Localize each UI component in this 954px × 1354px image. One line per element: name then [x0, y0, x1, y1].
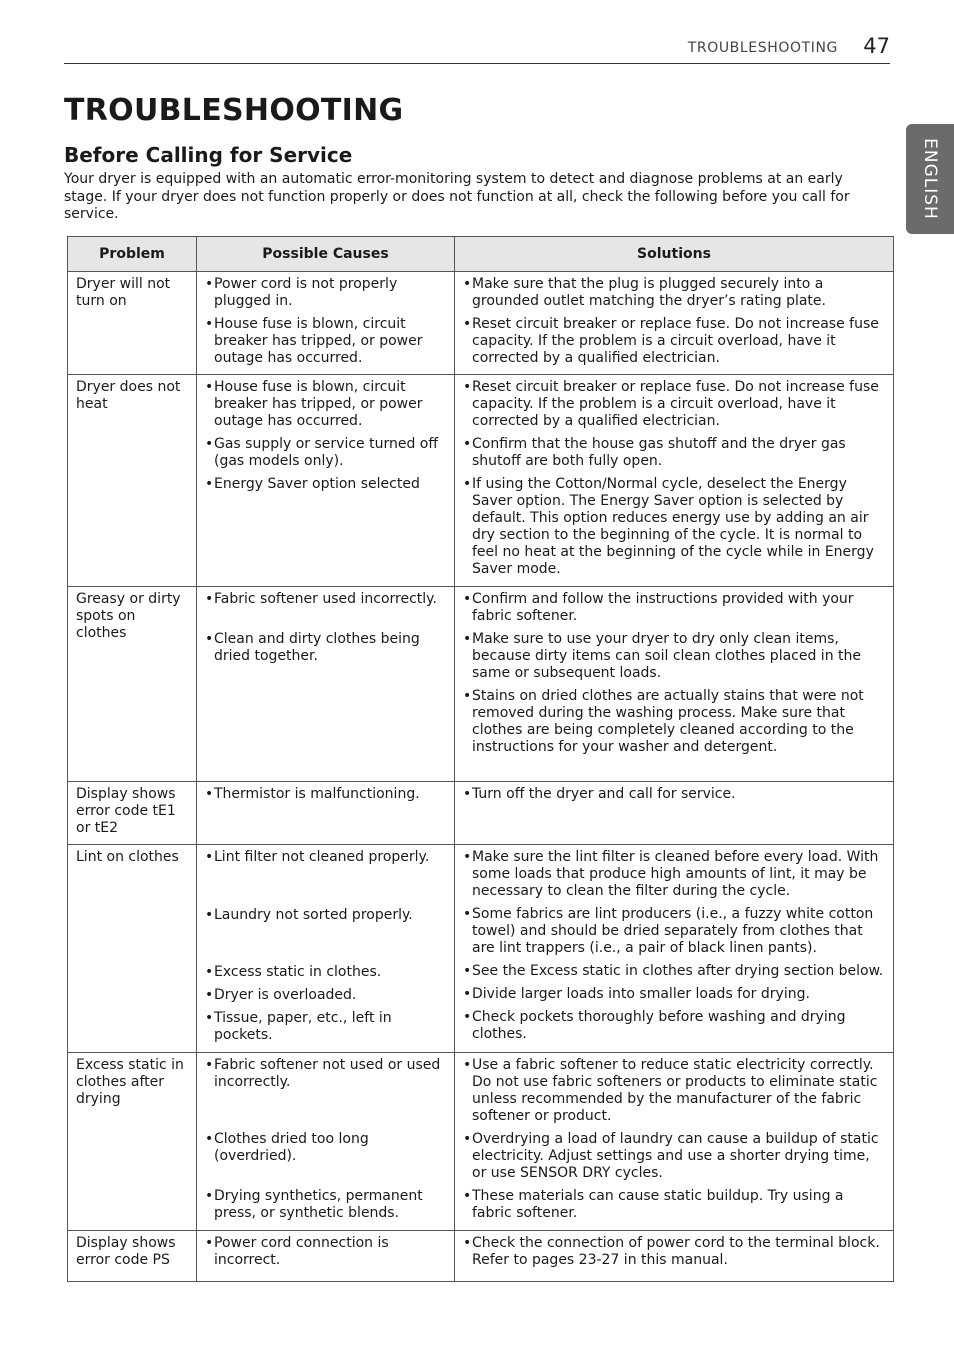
solution-item: • Some fabrics are lint producers (i.e., a fuzzy white cotton towel) and should be dried separately from clothes that are lint trappers (i.e., a pair of black linen pants).: [463, 906, 886, 957]
table-row: [68, 375, 894, 587]
table-row: [68, 782, 894, 845]
solution-text: Reset circuit breaker or replace fuse. Do not increase fuse capacity. If the problem is a circuit overload, have it corrected by a qualified electrician.: [472, 379, 879, 429]
causes-cell: [197, 1231, 455, 1282]
cause-item: • Power cord connection is incorrect.: [205, 1235, 447, 1269]
problem-cell: Dryer will not turn on: [68, 272, 197, 375]
cause-text: Tissue, paper, etc., left in pockets.: [214, 1010, 392, 1043]
cause-text: Clean and dirty clothes being dried together.: [214, 631, 420, 664]
solutions-cell: [455, 272, 894, 375]
cause-item: • Drying synthetics, permanent press, or synthetic blends.: [205, 1188, 447, 1222]
cause-item: • Clothes dried too long (overdried).: [205, 1131, 447, 1165]
causes-cell: [197, 587, 455, 782]
solutions-cell: [455, 587, 894, 782]
solutions-cell: [455, 1053, 894, 1231]
problem-cell: Excess static in clothes after drying: [68, 1053, 197, 1231]
cause-item: • House fuse is blown, circuit breaker has tripped, or power outage has occurred.: [205, 316, 447, 367]
problem-cell: Greasy or dirty spots on clothes: [68, 587, 197, 782]
language-tab: [906, 124, 954, 234]
table-row: [68, 272, 894, 375]
solution-item: • If using the Cotton/Normal cycle, deselect the Energy Saver option. The Energy Saver option is selected by default. This option reduces energy use by adding an air dry section to the beginning of the cycle. It is normal to feel no heat at the beginning of the cycle while in Energy Saver mode.: [463, 476, 886, 578]
table-row: [68, 845, 894, 1053]
problem-cell: Display shows error code PS: [68, 1231, 197, 1282]
page-header-label: TROUBLESHOOTING: [687, 40, 838, 56]
cause-item: • Thermistor is malfunctioning.: [205, 786, 447, 803]
cause-text: Dryer is overloaded.: [214, 987, 357, 1003]
language-tab-label: ENGLISH: [920, 138, 940, 220]
cause-text: Clothes dried too long (overdried).: [214, 1131, 369, 1164]
causes-cell: [197, 782, 455, 845]
section-subtitle: Before Calling for Service: [64, 143, 353, 167]
solution-text: Make sure the lint filter is cleaned before every load. With some loads that produce high amounts of lint, it may be necessary to clean the filter during the cycle.: [472, 849, 879, 899]
cause-text: Laundry not sorted properly.: [214, 907, 413, 923]
solutions-cell: [455, 845, 894, 1053]
cause-text: Energy Saver option selected: [214, 476, 420, 492]
solution-item: • Overdrying a load of laundry can cause a buildup of static electricity. Adjust settings and use a shorter drying time, or use SENSOR DRY cycles.: [463, 1131, 886, 1182]
solution-text: Some fabrics are lint producers (i.e., a fuzzy white cotton towel) and should be dried separately from clothes that are lint trappers (i.e., a pair of black linen pants).: [472, 906, 874, 956]
table-row: [68, 587, 894, 782]
solution-text: Confirm and follow the instructions provided with your fabric softener.: [472, 591, 854, 624]
solution-item: • Make sure the lint filter is cleaned before every load. With some loads that produce high amounts of lint, it may be necessary to clean the filter during the cycle.: [463, 849, 886, 900]
solution-item: • Make sure that the plug is plugged securely into a grounded outlet matching the dryer’s rating plate.: [463, 276, 886, 310]
solution-item: • Make sure to use your dryer to dry only clean items, because dirty items can soil clean clothes placed in the same or subsequent loads.: [463, 631, 886, 682]
solution-text: Turn off the dryer and call for service.: [472, 786, 736, 802]
cause-text: House fuse is blown, circuit breaker has tripped, or power outage has occurred.: [214, 379, 423, 429]
column-header-problem: Problem: [68, 237, 197, 272]
page-number: 47: [863, 34, 890, 58]
solution-text: Divide larger loads into smaller loads for drying.: [472, 986, 810, 1002]
solutions-cell: [455, 375, 894, 587]
problem-cell: Lint on clothes: [68, 845, 197, 1053]
table-header-row: [68, 237, 894, 272]
solution-item: • See the Excess static in clothes after drying section below.: [463, 963, 886, 980]
cause-item: • Excess static in clothes.: [205, 964, 447, 981]
cause-text: Lint filter not cleaned properly.: [214, 849, 430, 865]
cause-text: Fabric softener used incorrectly.: [214, 591, 437, 607]
table-row: [68, 1231, 894, 1282]
solution-text: If using the Cotton/Normal cycle, deselect the Energy Saver option. The Energy Saver option is selected by default. This option reduces energy use by adding an air dry section to the beginning of the cycle. It is normal to feel no heat at the beginning of the cycle while in Energy Saver mode.: [472, 476, 874, 577]
cause-text: Thermistor is malfunctioning.: [214, 786, 420, 802]
causes-cell: [197, 1053, 455, 1231]
problem-cell: Display shows error code tE1 or tE2: [68, 782, 197, 845]
cause-item: • Laundry not sorted properly.: [205, 907, 447, 924]
solution-item: • Confirm that the house gas shutoff and the dryer gas shutoff are both fully open.: [463, 436, 886, 470]
solution-item: • Confirm and follow the instructions provided with your fabric softener.: [463, 591, 886, 625]
solution-text: Check the connection of power cord to the terminal block. Refer to pages 23-27 in this manual.: [472, 1235, 880, 1268]
column-header-causes: Possible Causes: [197, 237, 455, 272]
solution-item: • Use a fabric softener to reduce static electricity correctly. Do not use fabric softeners or products to eliminate static unless recommended by the manufacturer of the fabric softener or product.: [463, 1057, 886, 1125]
cause-item: • Fabric softener used incorrectly.: [205, 591, 447, 608]
solution-item: • Check the connection of power cord to the terminal block. Refer to pages 23-27 in this manual.: [463, 1235, 886, 1269]
intro-paragraph: Your dryer is equipped with an automatic error-monitoring system to detect and diagnose problems at an early stage. If your dryer does not function properly or does not function at all, check the following before you call for service.: [64, 171, 850, 222]
causes-cell: [197, 845, 455, 1053]
troubleshooting-table: [67, 236, 894, 1282]
page-title: TROUBLESHOOTING: [64, 93, 404, 128]
solutions-cell: [455, 1231, 894, 1282]
solution-item: • Reset circuit breaker or replace fuse. Do not increase fuse capacity. If the problem is a circuit overload, have it corrected by a qualified electrician.: [463, 379, 886, 430]
cause-item: • House fuse is blown, circuit breaker has tripped, or power outage has occurred.: [205, 379, 447, 430]
causes-cell: [197, 272, 455, 375]
solution-text: Make sure that the plug is plugged securely into a grounded outlet matching the dryer’s rating plate.: [472, 276, 826, 309]
cause-text: Drying synthetics, permanent press, or synthetic blends.: [214, 1188, 423, 1221]
cause-text: House fuse is blown, circuit breaker has tripped, or power outage has occurred.: [214, 316, 423, 366]
cause-item: • Gas supply or service turned off (gas models only).: [205, 436, 447, 470]
cause-item: • Tissue, paper, etc., left in pockets.: [205, 1010, 447, 1044]
solution-text: Make sure to use your dryer to dry only clean items, because dirty items can soil clean clothes placed in the same or subsequent loads.: [472, 631, 861, 681]
cause-text: Power cord is not properly plugged in.: [214, 276, 398, 309]
cause-item: • Clean and dirty clothes being dried together.: [205, 631, 447, 665]
solutions-cell: [455, 782, 894, 845]
cause-item: • Dryer is overloaded.: [205, 987, 447, 1004]
table-row: [68, 1053, 894, 1231]
cause-text: Power cord connection is incorrect.: [214, 1235, 389, 1268]
solution-text: These materials can cause static buildup. Try using a fabric softener.: [472, 1188, 844, 1221]
solution-text: Check pockets thoroughly before washing and drying clothes.: [472, 1009, 846, 1042]
solution-item: • Check pockets thoroughly before washing and drying clothes.: [463, 1009, 886, 1043]
solution-text: Reset circuit breaker or replace fuse. Do not increase fuse capacity. If the problem is a circuit overload, have it corrected by a qualified electrician.: [472, 316, 879, 366]
cause-text: Fabric softener not used or used incorrectly.: [214, 1057, 441, 1090]
solution-item: • These materials can cause static buildup. Try using a fabric softener.: [463, 1188, 886, 1222]
cause-item: • Fabric softener not used or used incorrectly.: [205, 1057, 447, 1091]
solution-item: • Turn off the dryer and call for service.: [463, 786, 886, 803]
problem-cell: Dryer does not heat: [68, 375, 197, 587]
solution-text: Overdrying a load of laundry can cause a buildup of static electricity. Adjust settings and use a shorter drying time, or use SENSOR DRY cycles.: [472, 1131, 879, 1181]
column-header-solutions: Solutions: [455, 237, 894, 272]
cause-item: • Lint filter not cleaned properly.: [205, 849, 447, 866]
solution-text: Use a fabric softener to reduce static electricity correctly. Do not use fabric softeners or products to eliminate static unless recommended by the manufacturer of the fabric softener or product.: [472, 1057, 878, 1124]
solution-text: See the Excess static in clothes after drying section below.: [472, 963, 884, 979]
header-rule: [64, 63, 890, 64]
solution-text: Confirm that the house gas shutoff and the dryer gas shutoff are both fully open.: [472, 436, 846, 469]
cause-item: • Power cord is not properly plugged in.: [205, 276, 447, 310]
solution-text: Stains on dried clothes are actually stains that were not removed during the washing process. Make sure that clothes are being completely cleaned according to the instructions for your washer and detergent.: [472, 688, 864, 755]
cause-text: Gas supply or service turned off (gas models only).: [214, 436, 439, 469]
cause-text: Excess static in clothes.: [214, 964, 382, 980]
solution-item: • Divide larger loads into smaller loads for drying.: [463, 986, 886, 1003]
solution-item: • Reset circuit breaker or replace fuse. Do not increase fuse capacity. If the problem is a circuit overload, have it corrected by a qualified electrician.: [463, 316, 886, 367]
causes-cell: [197, 375, 455, 587]
cause-item: • Energy Saver option selected: [205, 476, 447, 493]
solution-item: • Stains on dried clothes are actually stains that were not removed during the washing process. Make sure that clothes are being completely cleaned according to the instructions for your washer and detergent.: [463, 688, 886, 756]
